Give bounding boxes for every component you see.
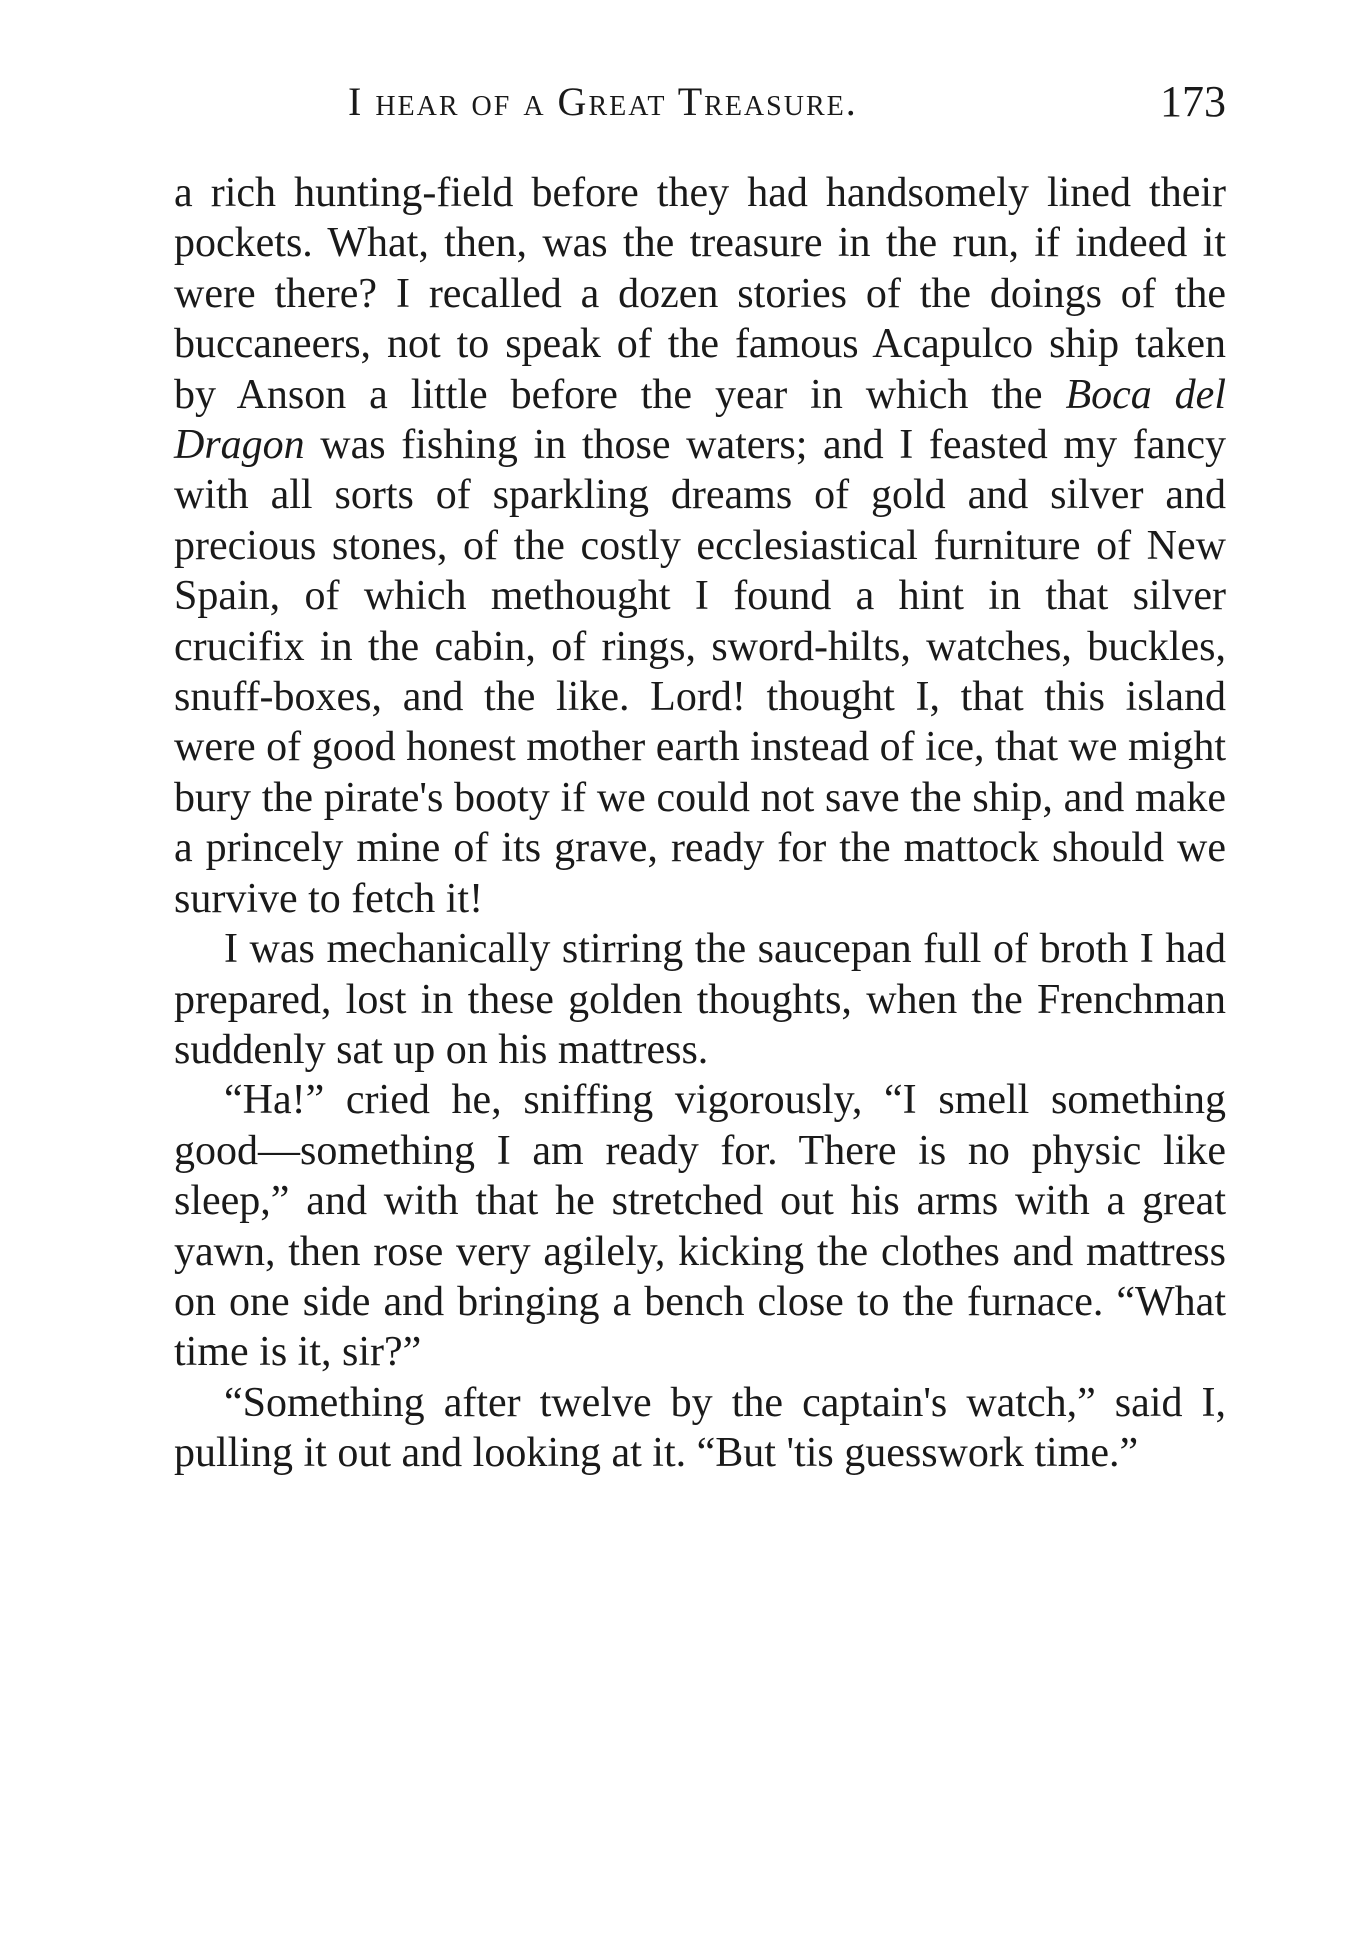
paragraph-2: I was mechanically stirring the saucepan full of broth I had prepared, lost in these golden thoughts, when the Frenchman suddenly sat up on his mattress.	[174, 926, 1226, 1073]
ship-name-italic: Boca del Dragon	[174, 371, 1226, 469]
paragraph-4: “Something after twelve by the captain's watch,” said I, pulling it out and looking at it. “But 'tis guesswork time.”	[174, 1379, 1226, 1477]
running-title: I hear of a Great Treasure.	[348, 79, 858, 124]
paragraph-1	[174, 168, 1226, 924]
body-text	[174, 168, 1226, 1479]
page-number: 173	[1160, 77, 1226, 126]
paragraph-3: “Ha!” cried he, sniffing vigorously, “I smell something good—something I am ready for. There is no physic like sleep,” and with that he stretched out his arms with a great yawn, then rose very agilely, kicking the clothes and mattress on one side and bringing a bench close to the furnace. “What time is it, sir?”	[174, 1077, 1226, 1376]
paragraph-1-text-end: was fishing in those waters; and I feasted my fancy with all sorts of sparkling dreams of gold and silver and precious stones, of the costly ecclesiastical furniture of New Spain, of which methought I found a hint in that silver crucifix in the cabin, of rings, sword-hilts, watches, buckles, snuff-boxes, and the like. Lord! thought I, that this island were of good honest mother earth instead of ice, that we might bury the pirate's booty if we could not save the ship, and make a princely mine of its grave, ready for the mattock should we survive to fetch it!	[174, 422, 1227, 922]
running-head	[174, 72, 1226, 132]
paragraph-1-text-start: a rich hunting-field before they had handsomely lined their pockets. What, then, was the treasure in the run, if indeed it were there? I recalled a dozen stories of the doings of the buccaneers, not to speak of the famous Acapulco ship taken by Anson a little before the year in which the	[174, 170, 1226, 418]
